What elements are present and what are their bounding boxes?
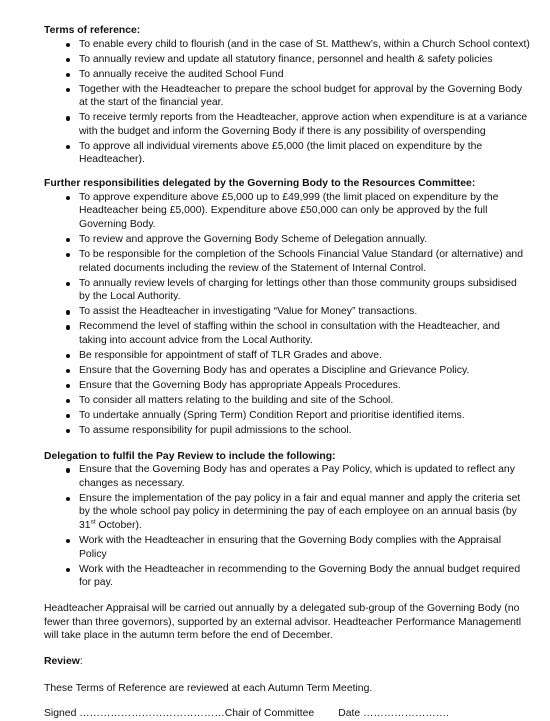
further-item: To approve expenditure above £5,000 up to £49,999 (the limit placed on expenditure by the Headteacher being £5,000). Expenditure above £50,000 can only be approved by the full Governing Body.	[44, 191, 530, 232]
pay-heading: Delegation to fulfil the Pay Review to include the following:	[44, 450, 336, 462]
terms-item: To annually review and update all statutory finance, personnel and health & safety policies	[44, 53, 530, 67]
pay-item: Work with the Headteacher in ensuring that the Governing Body complies with the Appraisal Policy	[44, 534, 530, 561]
further-item: To undertake annually (Spring Term) Condition Report and prioritise identified items.	[44, 409, 530, 423]
further-item: Ensure that the Governing Body has appropriate Appeals Procedures.	[44, 379, 530, 393]
further-heading: Further responsibilities delegated by the Governing Body to the Resources Committee:	[44, 178, 476, 190]
pay-list	[44, 463, 530, 590]
terms-list	[44, 38, 530, 167]
further-item: To assist the Headteacher in investigating “Value for Money” transactions.	[44, 305, 530, 319]
further-item: To assume responsibility for pupil admissions to the school.	[44, 424, 530, 438]
terms-item: To receive termly reports from the Headteacher, approve action when expenditure is at a variance with the budget and inform the Governing Body if there is any possibility of overspending	[44, 111, 530, 138]
terms-item: To enable every child to flourish (and in the case of St. Matthew’s, within a Church School context)	[44, 38, 530, 52]
review-heading-line	[44, 655, 530, 669]
review-heading: Review	[44, 655, 80, 667]
terms-item: To annually receive the audited School Fund	[44, 68, 530, 82]
further-item: To be responsible for the completion of the Schools Financial Value Standard (or alternative) and related documents including the review of the Statement of Internal Control.	[44, 248, 530, 275]
terms-item: Together with the Headteacher to prepare the school budget for approval by the Governing Body at the start of the financial year.	[44, 83, 530, 110]
terms-item: To approve all individual virements above £5,000 (the limit placed on expenditure by the Headteacher).	[44, 140, 530, 167]
date-field: Date …………………….	[338, 708, 450, 720]
further-item: To annually review levels of charging for lettings other than those community groups subsidised by the Local Authority.	[44, 277, 530, 304]
signature-line	[44, 707, 530, 721]
terms-heading: Terms of reference:	[44, 25, 141, 36]
review-colon: :	[79, 655, 83, 667]
further-item: Be responsible for appointment of staff of TLR Grades and above.	[44, 349, 530, 363]
pay-item	[44, 492, 530, 533]
pay-item: Work with the Headteacher in recommending to the Governing Body the annual budget required for pay.	[44, 563, 530, 590]
further-item: Recommend the level of staffing within the school in consultation with the Headteacher, and taking into account advice from the Local Authority.	[44, 320, 530, 347]
further-list	[44, 191, 530, 437]
appraisal-paragraph: Headteacher Appraisal will be carried out annually by a delegated sub-group of the Governing Body (no fewer than three governors), supported by an external advisor. Headteacher Performance Managementl will take place in the autumn term before the end of December.	[44, 603, 522, 642]
pay-item-text: October).	[95, 520, 142, 532]
pay-item: Ensure that the Governing Body has and operates a Pay Policy, which is updated to reflect any changes as necessary.	[44, 463, 530, 490]
further-item: Ensure that the Governing Body has and operates a Discipline and Grievance Policy.	[44, 364, 530, 378]
further-item: To review and approve the Governing Body Scheme of Delegation annually.	[44, 233, 530, 247]
further-item: To consider all matters relating to the building and site of the School.	[44, 394, 530, 408]
ordinal-suffix: st	[90, 518, 96, 526]
pay-item-text: Ensure the implementation of the pay policy in a fair and equal manner and apply the criteria set by the whole school pay policy in determining the pay of each employee on an annual basis (by 31	[79, 492, 521, 532]
signed-field: Signed ……………………………………Chair of Committee	[44, 708, 315, 720]
review-text: These Terms of Reference are reviewed at each Autumn Term Meeting.	[44, 682, 373, 694]
